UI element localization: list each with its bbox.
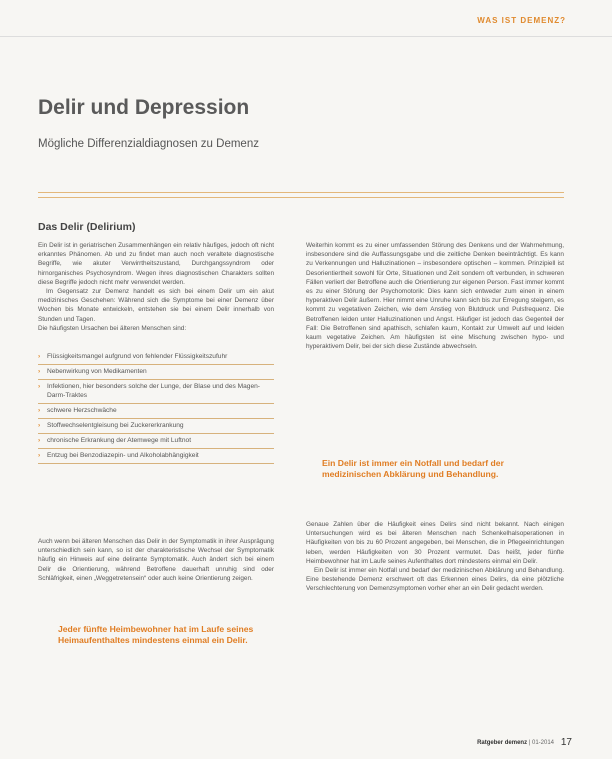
kicker-divider: [0, 36, 612, 37]
pull-quote-right: Ein Delir ist immer ein Notfall und bedarf der medizinischen Abklärung und Behandlung.: [322, 458, 504, 479]
right-column-top: [306, 241, 564, 351]
bullet-icon: ›: [38, 353, 41, 360]
footer-issue: | 01-2014: [528, 740, 554, 746]
paragraph: Weiterhin kommt es zu einer umfassenden Störung des Denkens und der Wahrnehmung, insbesondere sind die Auffassungsgabe und die zeitliche Denken beeinträchtigt. Es kann zu Verkennungen und Halluzinationen – insbesondere optischen – kommen. Prinzipiell ist Desorientiertheit sowohl für Orte, Situationen und Zeit sondern oft verbunden, in schweren Fällen verliert der Betroffene auch die Orientierung zur eigenen Person. Fast immer kommt es zu einer Störung der Psychomotorik: Dies kann sich entweder zum einen in einem hyperaktiven Delir äußern. Hier nimmt eine Unruhe kann sich bis zur Erregung steigern, es kommt zu vegetativen Zeichen, wie dem Anstieg von Blutdruck und Pulsfrequenz. Die Betroffenen leiden unter Halluzinationen und Angst. Häufiger ist jedoch das Gegenteil der Fall: Die Betroffenen sind apathisch, schlafen kaum, Kontakt zur Umwelt auf und leiden kaum vegetative Zeichen. Am häufigsten ist eine Mischung zwischen hypo- und hyperaktivem Delir, bei der sich diese Zustände abwechseln.: [306, 242, 564, 351]
bullet-icon: ›: [38, 407, 41, 414]
pull-quote-left: Jeder fünfte Heimbewohner hat im Laufe seines Heimaufenthaltes mindestens einmal ein Delir.: [58, 624, 254, 645]
list-item-text: Flüssigkeitsmangel aufgrund von fehlender Flüssigkeitszufuhr: [47, 353, 228, 360]
list-item-text: Entzug bei Benzodiazepin- und Alkoholabhängigkeit: [47, 452, 199, 459]
paragraph: Ein Delir ist immer ein Notfall und bedarf der medizinischen Abklärung und Behandlung. Eine bestehende Demenz erschwert oft das Erkennen eines Delirs, da eine plötzliche Verschlechterung von Demenzsymptomen vorher eher an ein Delir gedacht werden.: [306, 567, 564, 593]
divider-bottom: [38, 197, 564, 198]
footer-publication: Ratgeber demenz: [477, 740, 528, 746]
divider-top: [38, 192, 564, 193]
section-title: Das Delir (Delirium): [38, 221, 136, 233]
paragraph: Die häufigsten Ursachen bei älteren Menschen sind:: [38, 324, 187, 332]
list-item-text: Stoffwechselentgleisung bei Zuckererkrankung: [47, 422, 184, 429]
list-item-text: Infektionen, hier besonders solche der Lunge, der Blase und des Magen-Darm-Traktes: [47, 383, 260, 399]
page-subtitle: Mögliche Differenzialdiagnosen zu Demenz: [38, 138, 259, 150]
bullet-icon: ›: [38, 383, 41, 390]
bullet-icon: ›: [38, 422, 41, 429]
list-item: [38, 449, 274, 464]
paragraph: Im Gegensatz zur Demenz handelt es sich bei einem Delir um ein akut medizinisches Geschehen: Während sich die Symptome bei einer Demenz über Wochen bis Monate entwickeln, entstehen sie bei einem Delir innerhalb von Stunden und Tagen.: [38, 288, 274, 323]
bullet-icon: ›: [38, 452, 41, 459]
left-column-intro: [38, 241, 274, 333]
bullet-icon: ›: [38, 368, 41, 375]
list-item: [38, 434, 274, 449]
page-title: Delir und Depression: [38, 96, 250, 119]
list-item-text: chronische Erkrankung der Atemwege mit Luftnot: [47, 437, 192, 444]
kicker: WAS IST DEMENZ?: [477, 16, 566, 25]
footer: [477, 740, 554, 746]
paragraph: Auch wenn bei älteren Menschen das Delir in der Symptomatik in ihrer Ausprägung unterschiedlich sein kann, so ist der charakteristische Wechsel der Symptomatik häufig ein Hinweis auf eine delirante Symptomatik. Auch ändert sich bei einem Delir die Orientierung, während Betroffene dauerhaft unruhig sind oder Schläfrigkeit, einen „Weggetretensein“ oder auch keine Orientierung zeigen.: [38, 538, 274, 582]
list-item: [38, 380, 274, 404]
right-column-bottom: [306, 520, 564, 594]
list-item: [38, 350, 274, 365]
paragraph: Ein Delir ist in geriatrischen Zusammenhängen ein relativ häufiges, jedoch oft nicht erkanntes Phänomen. Ab und zu findet man auch noch veraltete diagnostische Begriffe, wie akuter Verwirrtheitszustand, Durchgangssyndrom oder hirnorganisches Psychosyndrom. Wegen ihres diagnostischen Charakters sollten diese Begriffe jedoch nicht mehr verwendet werden.: [38, 242, 274, 286]
paragraph: Genaue Zahlen über die Häufigkeit eines Delirs sind nicht bekannt. Nach einigen Untersuchungen wird es bei älteren Menschen nach Schenkelhalsoperationen in Häufigkeiten von bis zu 60 Prozent angegeben, bei Menschen, die in Pflegeeinrichtungen leben, werden Häufigkeiten von 30 Prozent vermutet. Das heißt, jeder fünfte Heimbewohner hat im Laufe seines Aufenthaltes dort mindestens einmal ein Delir.: [306, 521, 564, 565]
list-item: [38, 404, 274, 419]
causes-list: [38, 350, 274, 464]
left-column-bottom: [38, 537, 274, 583]
list-item-text: Nebenwirkung von Medikamenten: [47, 368, 147, 375]
list-item-text: schwere Herzschwäche: [47, 407, 117, 414]
list-item: [38, 419, 274, 434]
page-number: 17: [560, 737, 572, 748]
bullet-icon: ›: [38, 437, 41, 444]
list-item: [38, 365, 274, 380]
